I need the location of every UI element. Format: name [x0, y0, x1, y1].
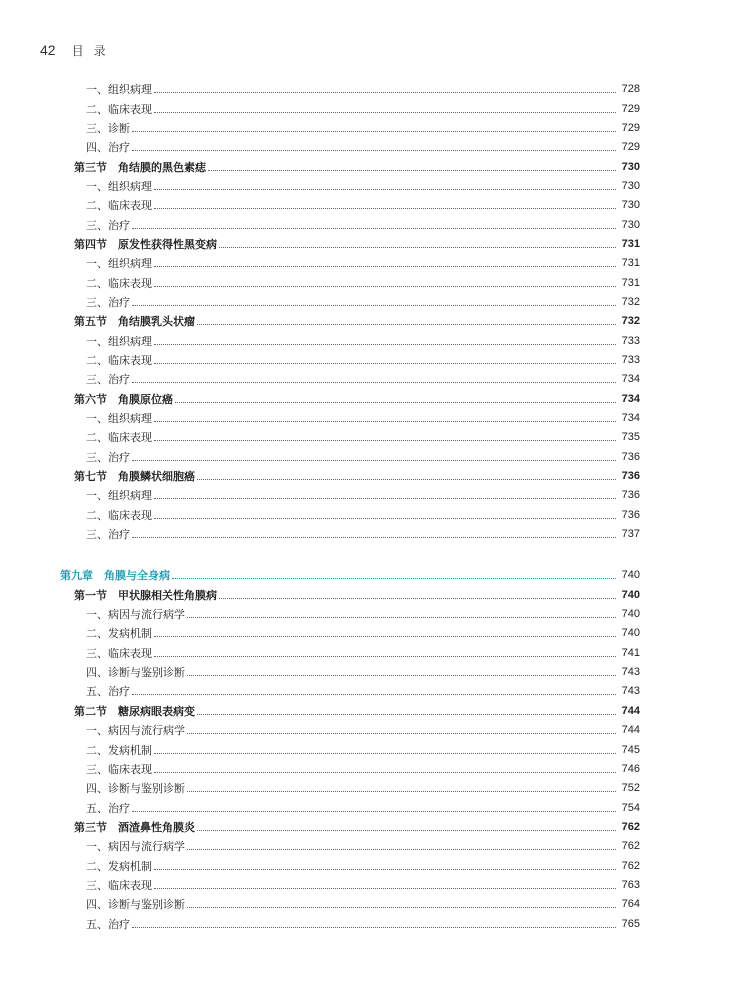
toc-entry-page: 734: [621, 392, 640, 405]
toc-part-2: [0, 566, 730, 934]
toc-entry-label: 第三节 角结膜的黑色素痣: [74, 160, 206, 174]
dot-leader: [172, 578, 616, 579]
toc-entry-page: 745: [621, 743, 640, 756]
toc-entry-page: 730: [621, 160, 640, 173]
dot-leader: [154, 363, 616, 364]
dot-leader: [208, 170, 616, 171]
toc-entry-label: 第一节 甲状腺相关性角膜病: [74, 588, 217, 602]
toc-entry-label: 二、临床表现: [86, 199, 152, 213]
toc-entry-page: 729: [621, 102, 640, 115]
toc-entry-page: 743: [621, 666, 640, 679]
toc-entry-page: 740: [621, 588, 640, 601]
toc-item-row[interactable]: [0, 644, 730, 663]
toc-entry-label: 一、病因与流行病学: [86, 608, 185, 622]
toc-entry-label: 四、治疗: [86, 141, 130, 155]
toc-entry-label: 第七节 角膜鳞状细胞癌: [74, 470, 195, 484]
toc-item-row[interactable]: [0, 99, 730, 118]
dot-leader: [132, 694, 616, 695]
toc-entry-label: 一、病因与流行病学: [86, 840, 185, 854]
page-number: 42: [40, 42, 56, 58]
dot-leader: [132, 927, 616, 928]
toc-entry-page: 735: [621, 431, 640, 444]
toc-item-row[interactable]: [0, 682, 730, 701]
toc-item-row[interactable]: [0, 215, 730, 234]
toc-item-row[interactable]: [0, 914, 730, 933]
toc-item-row[interactable]: [0, 409, 730, 428]
toc-item-row[interactable]: [0, 837, 730, 856]
toc-item-row[interactable]: [0, 177, 730, 196]
toc-entry-page: 743: [621, 685, 640, 698]
toc-entry-page: 734: [621, 412, 640, 425]
toc-item-row[interactable]: [0, 798, 730, 817]
toc-item-row[interactable]: [0, 506, 730, 525]
toc-item-row[interactable]: [0, 486, 730, 505]
dot-leader: [154, 208, 616, 209]
toc-item-row[interactable]: [0, 293, 730, 312]
toc-entry-page: 740: [621, 608, 640, 621]
toc-entry-page: 754: [621, 801, 640, 814]
toc-item-row[interactable]: [0, 895, 730, 914]
toc-entry-label: 三、临床表现: [86, 762, 152, 776]
toc-entry-label: 三、治疗: [86, 373, 130, 387]
toc-entry-label: 四、诊断与鉴别诊断: [86, 666, 185, 680]
toc-item-row[interactable]: [0, 721, 730, 740]
toc-part-1: [0, 80, 730, 544]
toc-entry-page: 729: [621, 121, 640, 134]
toc-entry-label: 一、组织病理: [86, 179, 152, 193]
toc-entry-label: 第六节 角膜原位癌: [74, 392, 173, 406]
toc-entry-page: 733: [621, 353, 640, 366]
toc-entry-label: 五、治疗: [86, 685, 130, 699]
toc-entry-page: 736: [621, 470, 640, 483]
dot-leader: [154, 189, 616, 190]
toc-item-row[interactable]: [0, 196, 730, 215]
toc-entry-page: 730: [621, 199, 640, 212]
toc-item-row[interactable]: [0, 779, 730, 798]
dot-leader: [132, 537, 616, 538]
toc-entry-page: 733: [621, 334, 640, 347]
dot-leader: [154, 286, 616, 287]
dot-leader: [197, 479, 616, 480]
toc-entry-label: 四、诊断与鉴别诊断: [86, 782, 185, 796]
dot-leader: [154, 636, 616, 637]
toc-entry-page: 763: [621, 878, 640, 891]
dot-leader: [187, 617, 616, 618]
toc-entry-label: 一、组织病理: [86, 334, 152, 348]
page-header: [40, 40, 116, 60]
toc-entry-label: 二、临床表现: [86, 508, 152, 522]
toc-entry-page: 737: [621, 528, 640, 541]
toc-entry-label: 三、治疗: [86, 450, 130, 464]
toc-entry-page: 765: [621, 917, 640, 930]
dot-leader: [132, 811, 616, 812]
toc-entry-label: 一、组织病理: [86, 489, 152, 503]
toc-entry-page: 730: [621, 218, 640, 231]
toc-entry-page: 731: [621, 276, 640, 289]
toc-section-row[interactable]: [0, 390, 730, 409]
toc-item-row[interactable]: [0, 370, 730, 389]
toc-item-row[interactable]: [0, 351, 730, 370]
toc-entry-label: 第五节 角结膜乳头状瘤: [74, 315, 195, 329]
toc-item-row[interactable]: [0, 663, 730, 682]
toc-item-row[interactable]: [0, 760, 730, 779]
dot-leader: [132, 305, 616, 306]
toc-item-row[interactable]: [0, 624, 730, 643]
dot-leader: [187, 791, 616, 792]
header-title: 目录: [71, 43, 116, 58]
toc-item-row[interactable]: [0, 428, 730, 447]
table-of-contents: [0, 80, 730, 934]
toc-section-row[interactable]: [0, 818, 730, 837]
toc-entry-label: 第三节 酒渣鼻性角膜炎: [74, 820, 195, 834]
toc-entry-label: 三、治疗: [86, 528, 130, 542]
toc-entry-label: 第二节 糖尿病眼表病变: [74, 704, 195, 718]
dot-leader: [154, 498, 616, 499]
toc-item-row[interactable]: [0, 525, 730, 544]
toc-chapter-row[interactable]: [0, 566, 730, 585]
toc-item-row[interactable]: [0, 273, 730, 292]
toc-entry-page: 744: [621, 704, 640, 717]
toc-entry-label: 三、临床表现: [86, 878, 152, 892]
toc-entry-label: 三、临床表现: [86, 646, 152, 660]
toc-entry-label: 一、组织病理: [86, 412, 152, 426]
toc-entry-label: 四、诊断与鉴别诊断: [86, 898, 185, 912]
dot-leader: [132, 228, 616, 229]
toc-item-row[interactable]: [0, 605, 730, 624]
toc-entry-page: 746: [621, 762, 640, 775]
toc-entry-page: 740: [621, 569, 640, 582]
dot-leader: [197, 830, 616, 831]
toc-entry-page: 762: [621, 840, 640, 853]
toc-entry-page: 731: [621, 257, 640, 270]
toc-entry-page: 728: [621, 83, 640, 96]
dot-leader: [219, 247, 616, 248]
toc-entry-label: 二、发病机制: [86, 743, 152, 757]
toc-entry-label: 三、治疗: [86, 295, 130, 309]
dot-leader: [197, 714, 616, 715]
toc-entry-label: 二、发病机制: [86, 627, 152, 641]
toc-entry-page: 731: [621, 237, 640, 250]
dot-leader: [197, 324, 616, 325]
toc-entry-page: 764: [621, 898, 640, 911]
toc-entry-label: 五、治疗: [86, 917, 130, 931]
toc-entry-label: 第四节 原发性获得性黑变病: [74, 237, 217, 251]
toc-entry-label: 二、发病机制: [86, 859, 152, 873]
dot-leader: [132, 131, 616, 132]
toc-entry-label: 一、病因与流行病学: [86, 724, 185, 738]
toc-entry-page: 736: [621, 508, 640, 521]
toc-item-row[interactable]: [0, 331, 730, 350]
dot-leader: [154, 656, 616, 657]
toc-section-row[interactable]: [0, 235, 730, 254]
toc-entry-label: 二、临床表现: [86, 431, 152, 445]
toc-entry-page: 752: [621, 782, 640, 795]
toc-section-row[interactable]: [0, 157, 730, 176]
toc-entry-page: 732: [621, 315, 640, 328]
toc-entry-label: 一、组织病理: [86, 83, 152, 97]
toc-section-row[interactable]: [0, 467, 730, 486]
dot-leader: [154, 266, 616, 267]
dot-leader: [187, 849, 616, 850]
dot-leader: [154, 888, 616, 889]
toc-entry-page: 744: [621, 724, 640, 737]
dot-leader: [132, 150, 616, 151]
dot-leader: [187, 907, 616, 908]
dot-leader: [154, 421, 616, 422]
toc-entry-label: 二、临床表现: [86, 102, 152, 116]
dot-leader: [187, 675, 616, 676]
toc-entry-page: 732: [621, 295, 640, 308]
dot-leader: [154, 753, 616, 754]
toc-entry-page: 736: [621, 450, 640, 463]
toc-item-row[interactable]: [0, 119, 730, 138]
toc-entry-page: 730: [621, 179, 640, 192]
toc-entry-page: 762: [621, 859, 640, 872]
dot-leader: [154, 772, 616, 773]
toc-entry-page: 741: [621, 646, 640, 659]
dot-leader: [154, 440, 616, 441]
toc-entry-page: 740: [621, 627, 640, 640]
dot-leader: [219, 598, 616, 599]
toc-entry-page: 762: [621, 820, 640, 833]
dot-leader: [187, 733, 616, 734]
toc-item-row[interactable]: [0, 876, 730, 895]
dot-leader: [154, 518, 616, 519]
dot-leader: [175, 402, 616, 403]
toc-entry-label: 一、组织病理: [86, 257, 152, 271]
dot-leader: [154, 869, 616, 870]
toc-entry-page: 729: [621, 141, 640, 154]
dot-leader: [154, 92, 616, 93]
toc-item-row[interactable]: [0, 138, 730, 157]
toc-item-row[interactable]: [0, 448, 730, 467]
chapter-gap: [0, 544, 730, 566]
toc-entry-label: 二、临床表现: [86, 276, 152, 290]
toc-entry-label: 三、诊断: [86, 121, 130, 135]
toc-item-row[interactable]: [0, 254, 730, 273]
toc-item-row[interactable]: [0, 856, 730, 875]
toc-section-row[interactable]: [0, 586, 730, 605]
dot-leader: [154, 112, 616, 113]
toc-entry-label: 第九章 角膜与全身病: [60, 569, 170, 583]
toc-entry-label: 二、临床表现: [86, 353, 152, 367]
dot-leader: [132, 382, 616, 383]
toc-section-row[interactable]: [0, 312, 730, 331]
toc-item-row[interactable]: [0, 740, 730, 759]
toc-section-row[interactable]: [0, 702, 730, 721]
dot-leader: [154, 344, 616, 345]
toc-item-row[interactable]: [0, 80, 730, 99]
toc-entry-page: 734: [621, 373, 640, 386]
dot-leader: [132, 460, 616, 461]
toc-entry-label: 五、治疗: [86, 801, 130, 815]
toc-entry-label: 三、治疗: [86, 218, 130, 232]
toc-entry-page: 736: [621, 489, 640, 502]
